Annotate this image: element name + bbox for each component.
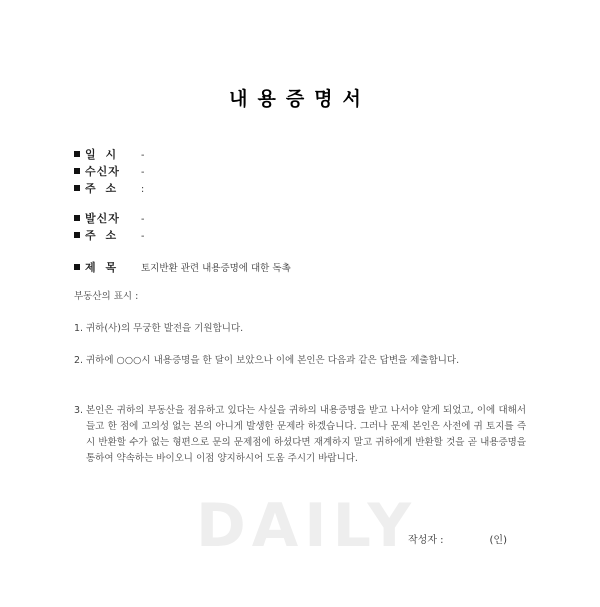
paragraph-number: 2. xyxy=(74,355,84,366)
paragraph-3 xyxy=(74,403,526,467)
bullet-square-icon xyxy=(74,151,80,157)
sender-field xyxy=(74,210,144,226)
watermark: DAILY xyxy=(196,491,417,561)
recipient-address-field xyxy=(74,180,144,196)
property-label: 부동산의 표시 : xyxy=(74,291,139,302)
paragraph-text: 본인은 귀하의 부동산을 점유하고 있다는 사실을 귀하의 내용증명을 받고 나서야 알게 되었고, 이에 대해서 들고 한 점에 고의성 없는 본의 아니게 발생한 문제라 하겠습니다. 그러나 문제 본인은 사전에 귀 토지를 즉시 반환할 수가 없는 형편으로 문의 문제점에 하셨다면 재계하지 말고 귀하에게 반환할 것을 곧 내용증명을 통하여 약속하는 바이오니 이점 양지하시어 도움 주시기 바랍니다. xyxy=(86,405,526,464)
field-value: - xyxy=(141,214,145,225)
paragraph-text: 귀하에 ○○○시 내용증명을 한 달이 보았으나 이에 본인은 다음과 같은 답변을 제출합니다. xyxy=(86,355,460,366)
paragraph-2 xyxy=(74,353,526,369)
paragraph-1 xyxy=(74,321,526,337)
field-value: - xyxy=(141,231,145,242)
field-label: 제 목 xyxy=(85,261,120,274)
paragraph-number: 3. xyxy=(74,405,84,416)
bullet-square-icon xyxy=(74,232,80,238)
subject-value: 토지반환 관련 내용증명에 대한 독촉 xyxy=(141,263,291,274)
paragraph-number: 1. xyxy=(74,323,84,334)
field-label: 발신자 xyxy=(85,212,120,225)
bullet-square-icon xyxy=(74,215,80,221)
field-label: 일 시 xyxy=(85,148,120,161)
date-field xyxy=(74,146,144,162)
field-label: 주 소 xyxy=(85,229,120,242)
field-label: 수신자 xyxy=(85,165,120,178)
author-label: 작성자 : xyxy=(408,535,444,546)
field-label: 주 소 xyxy=(85,182,120,195)
recipient-field xyxy=(74,163,144,179)
document-title: 내용증명서 xyxy=(229,88,371,110)
field-value: - xyxy=(141,150,145,161)
field-value: - xyxy=(141,167,145,178)
author-line xyxy=(408,531,507,546)
field-value: : xyxy=(141,184,145,195)
seal-mark: (인) xyxy=(489,535,507,546)
sender-address-field xyxy=(74,227,144,243)
bullet-square-icon xyxy=(74,168,80,174)
bullet-square-icon xyxy=(74,264,80,270)
subject-field xyxy=(74,259,291,275)
bullet-square-icon xyxy=(74,185,80,191)
paragraph-text: 귀하(사)의 무궁한 발전을 기원합니다. xyxy=(86,323,244,334)
